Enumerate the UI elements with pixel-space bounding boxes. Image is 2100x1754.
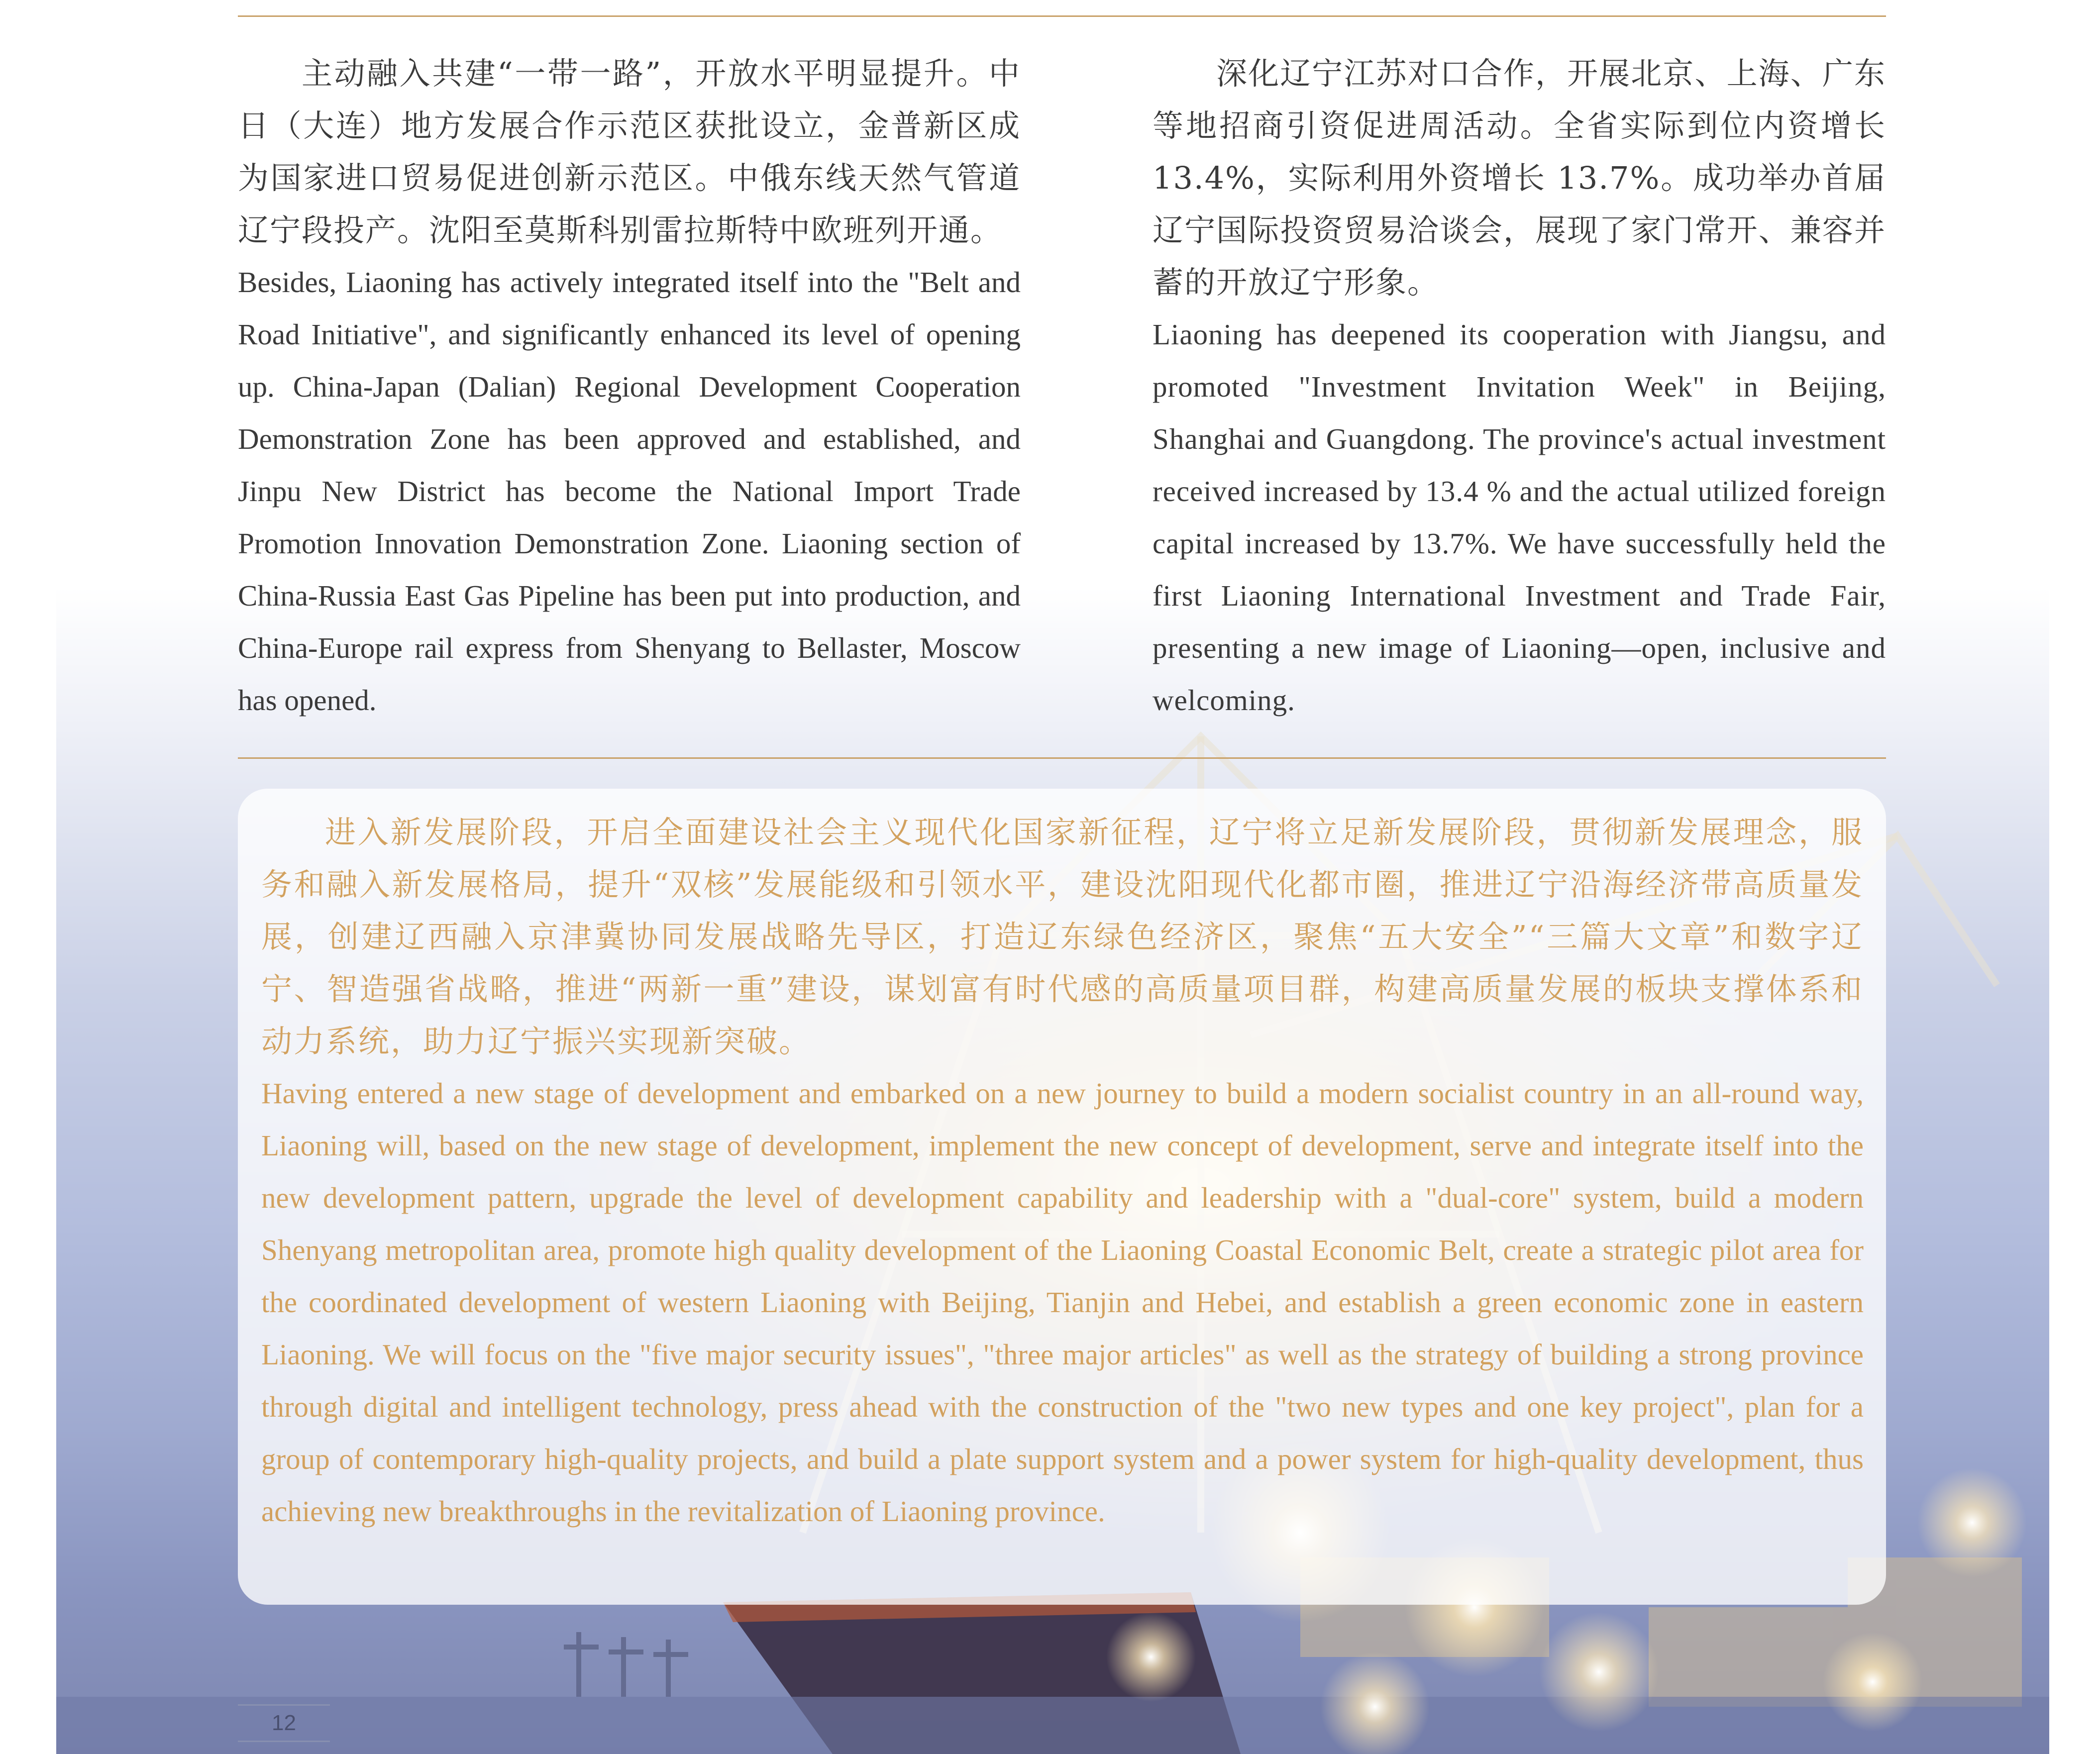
right-text-column	[1153, 47, 1886, 726]
page-number: 12	[238, 1704, 330, 1742]
middle-divider-rule	[238, 757, 1886, 759]
right-english-paragraph: Liaoning has deepened its cooperation with Jiangsu, and promoted "Investment Invitation Week" in Beijing, Shanghai and Guangdong. The province's actual investment received increased by 13.4 % and the actual utilized foreign capital increased by 13.7%. We have successfully held the first Liaoning International Investment and Trade Fair, presenting a new image of Liaoning—open, inclusive and welcoming.	[1153, 318, 1886, 717]
left-chinese-paragraph: 主动融入共建“一带一路”，开放水平明显提升。中日（大连）地方发展合作示范区获批设立，金普新区成为国家进口贸易促进创新示范区。中俄东线天然气管道辽宁段投产。沈阳至莫斯科别雷拉斯特中欧班列开通。	[238, 55, 1021, 248]
highlight-panel-text	[261, 806, 1864, 1538]
top-divider-rule	[238, 15, 1886, 17]
right-chinese-paragraph: 深化辽宁江苏对口合作，开展北京、上海、广东等地招商引资促进周活动。全省实际到位内资增长 13.4%，实际利用外资增长 13.7%。成功举办首届辽宁国际投资贸易洽谈会，展现了家门常开、兼容并蓄的开放辽宁形象。	[1153, 55, 1886, 301]
panel-chinese-paragraph: 进入新发展阶段，开启全面建设社会主义现代化国家新征程，辽宁将立足新发展阶段，贯彻新发展理念，服务和融入新发展格局，提升“双核”发展能级和引领水平，建设沈阳现代化都市圈，推进辽宁沿海经济带高质量发展，创建辽西融入京津冀协同发展战略先导区，打造辽东绿色经济区，聚焦“五大安全”“三篇大文章”和数字辽宁、智造强省战略，推进“两新一重”建设，谋划富有时代感的高质量项目群，构建高质量发展的板块支撑体系和动力系统，助力辽宁振兴实现新突破。	[261, 814, 1864, 1059]
left-english-paragraph: Besides, Liaoning has actively integrated itself into the "Belt and Road Initiative", and significantly enhanced its level of opening up. China-Japan (Dalian) Regional Development Cooperation Demonstration Zone has been approved and established, and Jinpu New District has become the National Import Trade Promotion Innovation Demonstration Zone. Liaoning section of China-Russia East Gas Pipeline has been put into production, and China-Europe rail express from Shenyang to Bellaster, Moscow has opened.	[238, 266, 1021, 717]
panel-english-paragraph: Having entered a new stage of development and embarked on a new journey to build a modern socialist country in an all-round way, Liaoning will, based on the new stage of development, implement the new concept of development, serve and integrate itself into the new development pattern, upgrade the level of development capability and leadership with a "dual-core" system, build a modern Shenyang metropolitan area, promote high quality development of the Liaoning Coastal Economic Belt, create a strategic pilot area for the coordinated development of western Liaoning with Beijing, Tianjin and Hebei, and establish a green economic zone in eastern Liaoning. We will focus on the "five major security issues", "three major articles" as well as the strategy of building a strong province through digital and intelligent technology, press ahead with the construction of the "two new types and one key project", plan for a group of contemporary high-quality projects, and build a plate support system and a power system for high-quality development, thus achieving new breakthroughs in the revitalization of Liaoning province.	[261, 1077, 1864, 1528]
left-text-column	[238, 47, 1021, 726]
